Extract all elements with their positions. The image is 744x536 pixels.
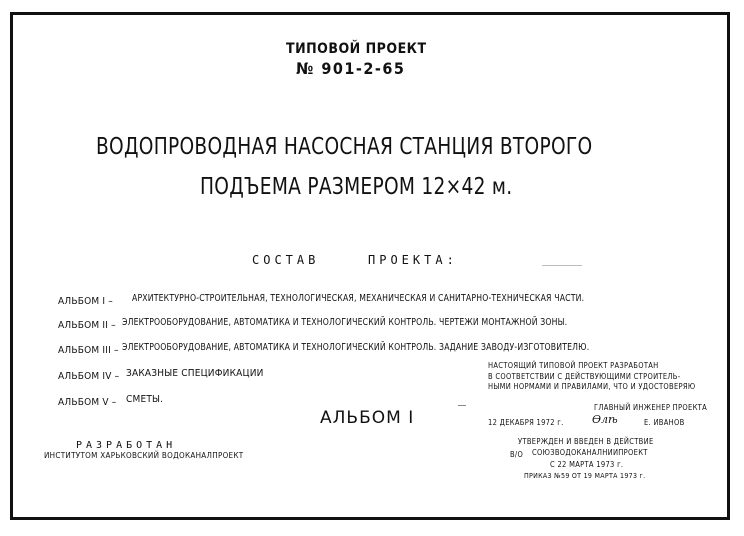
- approval-line-4: ПРИКАЗ №59 ОТ 19 МАРТА 1973 г.: [524, 472, 646, 480]
- album-4-text: ЗАКАЗНЫЕ СПЕЦИФИКАЦИИ: [126, 368, 264, 379]
- composition-heading-left: СОСТАВ: [252, 253, 320, 267]
- project-type-label: ТИПОВОЙ ПРОЕКТ: [286, 41, 427, 57]
- album-1-label: АЛЬБОМ I –: [58, 296, 113, 307]
- approval-prefix: В/О: [510, 450, 524, 459]
- chief-engineer-title: ГЛАВНЫЙ ИНЖЕНЕР ПРОЕКТА: [594, 403, 707, 412]
- engineer-signature: Ѳлѣ: [592, 413, 618, 426]
- current-album-label: АЛЬБОМ I: [320, 408, 415, 428]
- album-1-text: АРХИТЕКТУРНО-СТРОИТЕЛЬНАЯ, ТЕХНОЛОГИЧЕСКАЯ, МЕХАНИЧЕСКАЯ И САНИТАРНО-ТЕХНИЧЕСКАЯ ЧАСТИ.: [132, 293, 585, 304]
- album-3-label: АЛЬБОМ III –: [58, 345, 119, 356]
- album-2-label: АЛЬБОМ II –: [58, 320, 116, 331]
- notice-line-1: НАСТОЯЩИЙ ТИПОВОЙ ПРОЕКТ РАЗРАБОТАН: [488, 361, 659, 370]
- album-5-label: АЛЬБОМ V –: [58, 397, 117, 408]
- developer-heading: РАЗРАБОТАН: [76, 440, 177, 451]
- notice-line-2: В СООТВЕТСТВИИ С ДЕЙСТВУЮЩИМИ СТРОИТЕЛЬ-: [488, 372, 681, 381]
- title-line-2: ПОДЪЕМА РАЗМЕРОМ 12×42 м.: [200, 174, 513, 200]
- album-2-text: ЭЛЕКТРООБОРУДОВАНИЕ, АВТОМАТИКА И ТЕХНОЛОГИЧЕСКИЙ КОНТРОЛЬ. ЧЕРТЕЖИ МОНТАЖНОЙ ЗОНЫ.: [122, 317, 568, 328]
- album-3-text: ЭЛЕКТРООБОРУДОВАНИЕ, АВТОМАТИКА И ТЕХНОЛОГИЧЕСКИЙ КОНТРОЛЬ. ЗАДАНИЕ ЗАВОДУ-ИЗГОТОВИТЕЛЮ.: [122, 342, 590, 353]
- notice-date: 12 ДЕКАБРЯ 1972 г.: [488, 418, 564, 427]
- approval-line-3: С 22 МАРТА 1973 г.: [550, 460, 624, 469]
- smudge-mark: [542, 265, 582, 266]
- notice-line-3: НЫМИ НОРМАМИ И ПРАВИЛАМИ, ЧТО И УДОСТОВЕРЯЮ: [488, 382, 696, 391]
- album-5-text: СМЕТЫ.: [126, 394, 164, 405]
- title-line-1: ВОДОПРОВОДНАЯ НАСОСНАЯ СТАНЦИЯ ВТОРОГО: [96, 134, 593, 160]
- composition-heading-right: ПРОЕКТА:: [368, 253, 458, 267]
- developer-institute: ИНСТИТУТОМ ХАРЬКОВСКИЙ ВОДОКАНАЛПРОЕКТ: [44, 451, 244, 460]
- approval-line-2: СОЮЗВОДОКАНАЛНИИПРОЕКТ: [532, 448, 648, 457]
- smudge-mark-2: [458, 405, 466, 406]
- project-number: № 901-2-65: [296, 59, 406, 78]
- album-4-label: АЛЬБОМ IV –: [58, 371, 120, 382]
- approval-line-1: УТВЕРЖДЕН И ВВЕДЕН В ДЕЙСТВИЕ: [518, 437, 654, 446]
- chief-engineer-name: Е. ИВАНОВ: [644, 418, 685, 427]
